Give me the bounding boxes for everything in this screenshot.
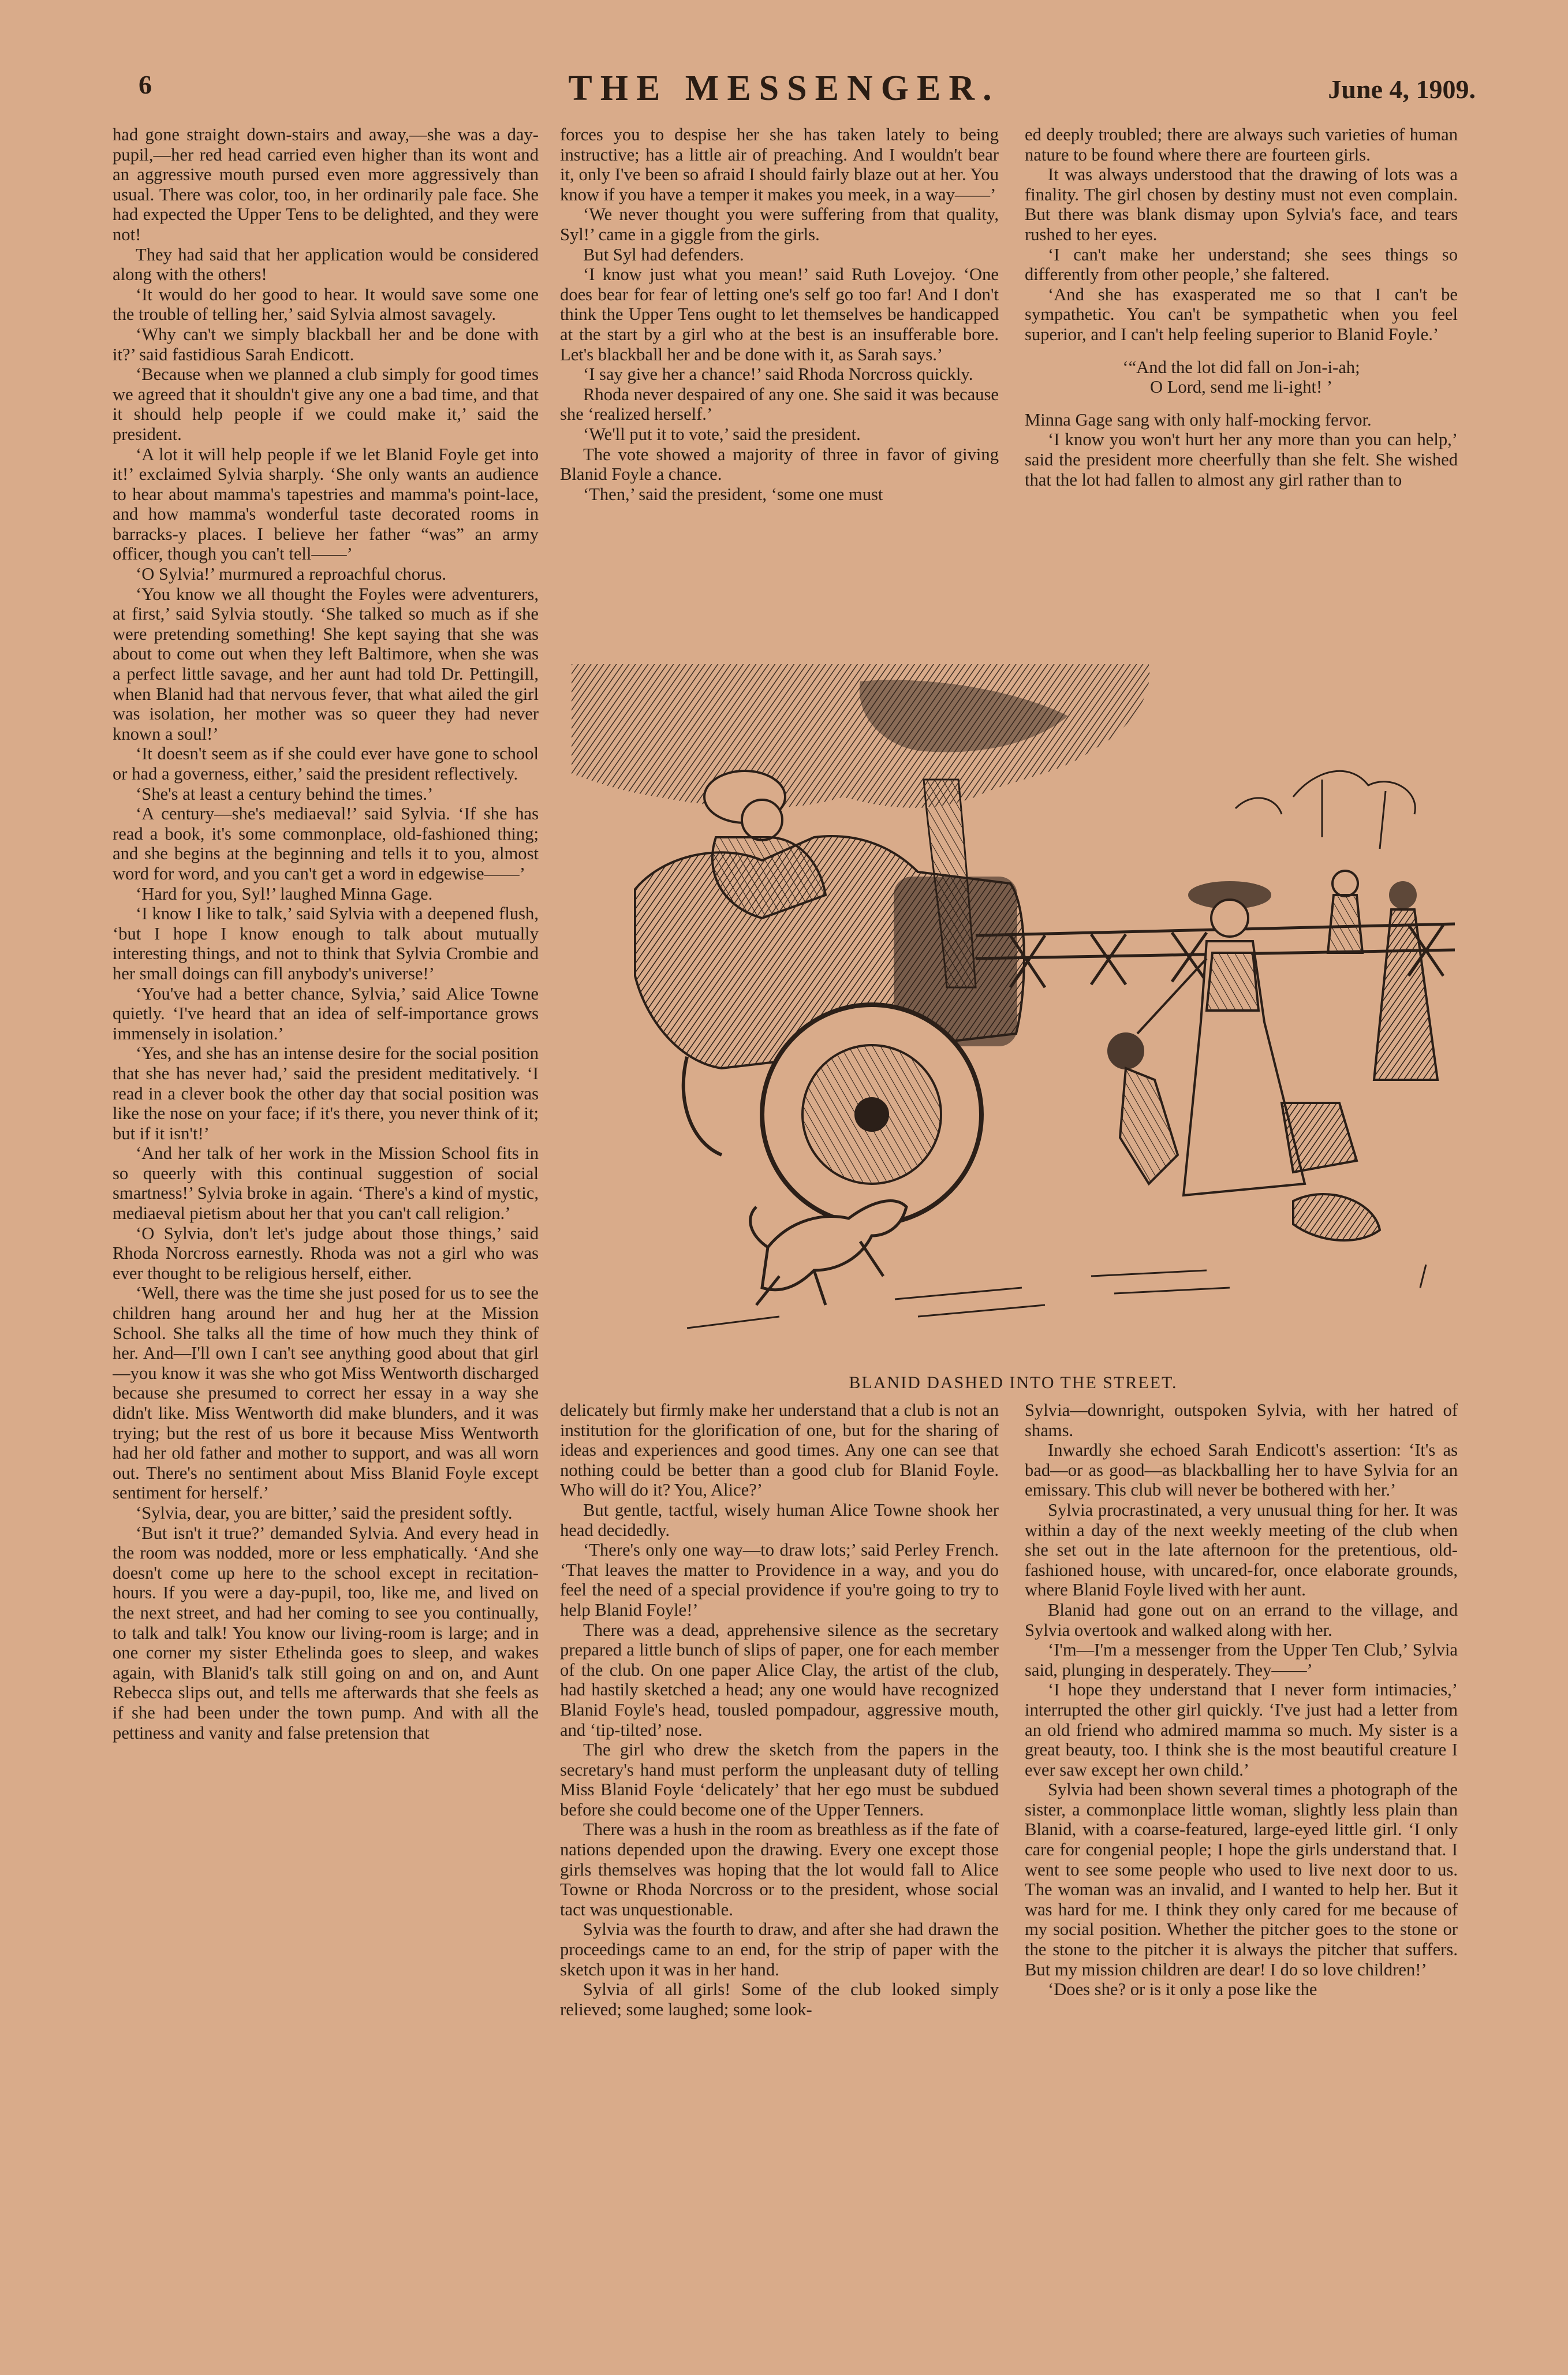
issue-date: June 4, 1909. xyxy=(1328,74,1476,104)
paragraph: ‘I'm—I'm a messenger from the Upper Ten Club,’ Sylvia said, plunging in desperately. They——’ xyxy=(1025,1640,1458,1680)
paragraph: ‘I hope they understand that I never form intimacies,’ interrupted the other girl quickly. ‘I've just had a letter from an old friend who admired mamma so much. My sister is a great beauty, too. I think she is the most beautiful creature I ever saw except her own child.’ xyxy=(1025,1680,1458,1780)
verse-line: ‘“And the lot did fall on Jon-i-ah; xyxy=(1122,357,1360,377)
paragraph: The girl who drew the sketch from the papers in the secretary's hand must perform the unpleasant duty of telling Miss Blanid Foyle ‘delicately’ that her ego must be subdued before she could become one of the Upper Tenners. xyxy=(560,1740,999,1820)
paragraph: Sylvia—downright, outspoken Sylvia, with her hatred of shams. xyxy=(1025,1400,1458,1440)
story-illustration xyxy=(572,664,1455,1369)
column-1 xyxy=(113,125,539,2354)
column-3 xyxy=(1025,125,1458,662)
paragraph: ‘Yes, and she has an intense desire for the social position that she has never had,’ said the president meditatively. ‘I read in a clever book the other day that social position was like the nose on your face; if it's there, you never think of it; but if it isn't!’ xyxy=(113,1043,539,1143)
paragraph: ‘A lot it will help people if we let Blanid Foyle get into it!’ exclaimed Sylvia sharply. ‘She only wants an audience to hear about mamma's tapestries and mamma's point-lace, and how mamma's wonderful taste decorated rooms in barracks-y places. I believe her father “was” an army officer, though you can't tell——’ xyxy=(113,444,539,564)
paragraph: had gone straight down-stairs and away,—she was a day-pupil,—her red head carried even higher than its wont and an aggressive mouth pursed even more aggressively than usual. There was color, too, in her ordinarily pale face. She had expected the Upper Tens to be delighted, and they were not! xyxy=(113,125,539,244)
column-2 xyxy=(560,125,999,662)
paragraph: Minna Gage sang with only half-mocking fervor. xyxy=(1025,409,1372,430)
paragraph: ‘And her talk of her work in the Mission School fits in so queerly with this continual suggestion of social smartness!’ Sylvia broke in again. ‘There's a kind of mystic, mediaeval pietism about her that you can't call religion.’ xyxy=(113,1143,539,1224)
column-4 xyxy=(560,1400,999,2353)
verse-line: O Lord, send me li-ight! ’ xyxy=(1149,377,1333,397)
background-figures xyxy=(1328,871,1438,1080)
paragraph: forces you to despise her she has taken lately to being instructive; has a little air of preaching. And I wouldn't bear it, only I've been so afraid I should fairly blaze out at her. You know if you have a temper it makes you meek, in a way——’ xyxy=(560,125,999,204)
paragraph: ‘Does she? or is it only a pose like the xyxy=(1048,1979,1317,2000)
paragraph: ‘Then,’ said the president, ‘some one must xyxy=(583,484,883,504)
paragraph: ‘I know you won't hurt her any more than you can help,’ said the president more cheerfully than she felt. She wished that the lot had fallen to almost any girl rather than to xyxy=(1025,430,1458,490)
paragraph: ‘O Sylvia, don't let's judge about those things,’ said Rhoda Norcross earnestly. Rhoda was not a girl who was ever thought to be religious herself, either. xyxy=(113,1223,539,1283)
paragraph: Sylvia of all girls! Some of the club looked simply relieved; some laughed; some look- xyxy=(560,1979,999,2019)
illustration-caption: BLANID DASHED INTO THE STREET. xyxy=(849,1373,1178,1392)
verse-quote xyxy=(1025,357,1458,397)
paragraph: ‘I can't make her understand; she sees things so differently from other people,’ she faltered. xyxy=(1025,244,1458,285)
paragraph: ‘It would do her good to hear. It would save some one the trouble of telling her,’ said Sylvia almost savagely. xyxy=(113,284,539,325)
paragraph: ‘Why can't we simply blackball her and be done with it?’ said fastidious Sarah Endicott. xyxy=(113,324,539,364)
page-number: 6 xyxy=(139,70,152,99)
paragraph: But gentle, tactful, wisely human Alice Towne shook her head decidedly. xyxy=(560,1500,999,1540)
paragraph: ‘I know I like to talk,’ said Sylvia with a deepened flush, ‘but I hope I know enough to talk about mutually interesting things, and not to think that Sylvia Crombie and her small doings can fill anybody's universe!’ xyxy=(113,904,539,983)
dog xyxy=(751,1201,906,1305)
newspaper-title: THE MESSENGER. xyxy=(568,69,1000,108)
automobile xyxy=(635,836,1024,1224)
paragraph: Sylvia procrastinated, a very unusual thing for her. It was within a day of the next weekly meeting of the club when she set out in the late afternoon for the pretentious, old-fashioned house, with uncared-for, once elaborate grounds, where Blanid Foyle lived with her aunt. xyxy=(1025,1500,1458,1600)
paragraph: ‘O Sylvia!’ murmured a reproachful chorus. xyxy=(136,564,447,584)
paragraph: There was a hush in the room as breathless as if the fate of nations depended upon the drawing. Every one except those girls themselves was hoping that the lot would fall to Alice Towne or Rhoda Norcross or to the president, whose social tact was unquestionable. xyxy=(560,1820,999,1919)
paragraph: ‘It doesn't seem as if she could ever have gone to school or had a governess, either,’ said the president reflectively. xyxy=(113,744,539,784)
paragraph: ‘You've had a better chance, Sylvia,’ said Alice Towne quietly. ‘I've heard that an idea of self-importance grows immensely in isolation.’ xyxy=(113,983,539,1043)
paragraph: ‘But isn't it true?’ demanded Sylvia. And every head in the room was nodded, more or less emphatically. ‘And she doesn't come up here to the school except in recitation-hours. If you were a day-pupil, too, like me, and lived on the next street, and had her coming to see you continually, to talk and talk! You know our living-room is large; and in one corner my sister Ethelinda goes to sleep, and wakes again, with Blanid's talk still going on and on, and Aunt Rebecca slips out, and tells me afterwards that she feels as if she had been under the town pump. And with all the pettiness and vanity and false pretension that xyxy=(113,1523,539,1743)
paragraph: Sylvia was the fourth to draw, and after she had drawn the proceedings came to an end, for the strip of paper with the sketch upon it was in her hand. xyxy=(560,1919,999,1979)
paragraph: ‘Well, there was the time she just posed for us to see the children hang around her and hug her at the Mission School. She talks all the time of how much they think of her. And—I'll own I can't see anything good about that girl—you know it was she who got Miss Wentworth discharged because she presumed to correct her essay in a way she didn't like. Miss Wentworth did make blunders, and it was trying; but the rest of us bore it because Miss Wentworth had her old father and mother to support, and was all worn out. There's no sentiment about Miss Blanid Foyle except sentiment for herself.’ xyxy=(113,1283,539,1503)
paragraph: ‘I say give her a chance!’ said Rhoda Norcross quickly. xyxy=(583,364,973,385)
illustration-drawing xyxy=(572,664,1455,1369)
paragraph: ‘I know just what you mean!’ said Ruth Lovejoy. ‘One does bear for fear of letting one's self go too far! And I don't think the Upper Tens ought to let themselves be handicapped at the start by a girl who at the best is an insufferable bore. Let's blackball her and be done with it, as Sarah says.’ xyxy=(560,264,999,364)
paragraph: ‘And she has exasperated me so that I can't be sympathetic. You can't be sympathetic when you feel superior, and I can't help feeling superior to Blanid Foyle.’ xyxy=(1025,284,1458,344)
paragraph: There was a dead, apprehensive silence as the secretary prepared a little bunch of slips of paper, one for each member of the club. On one paper Alice Clay, the artist of the club, had hastily sketched a head; any one would have recognized Blanid Foyle's head, tousled pompadour, aggressive mouth, and ‘tip-tilted’ nose. xyxy=(560,1620,999,1740)
paragraph: ‘We'll put it to vote,’ said the president. xyxy=(583,424,861,444)
paragraph: delicately but firmly make her understand that a club is not an institution for the glorification of one, but for the sharing of ideas and experiences and good times. Any one can see that nothing could be better than a good club for Blanid Foyle. Who will do it? You, Alice?’ xyxy=(560,1400,999,1500)
paragraph: They had said that her application would be considered along with the others! xyxy=(113,244,539,285)
paragraph: ‘A century—she's mediaeval!’ said Sylvia. ‘If she has read a book, it's some commonplace, old-fashioned thing; and she begins at the beginning and tells it to you, almost word for word, and you can't get a word in edgewise——’ xyxy=(113,804,539,883)
paragraph: The vote showed a majority of three in favor of giving Blanid Foyle a chance. xyxy=(560,444,999,484)
paragraph: ‘Because when we planned a club simply for good times we agreed that it shouldn't give any one a bad time, and that it should help people if we could make it,’ said the president. xyxy=(113,364,539,444)
column-5 xyxy=(1025,1400,1458,2353)
distant-trees xyxy=(1235,771,1415,849)
paragraph: ‘Sylvia, dear, you are bitter,’ said the president softly. xyxy=(136,1502,513,1523)
paragraph: ‘You know we all thought the Foyles were adventurers, at first,’ said Sylvia stoutly. ‘She talked so much as if she were pretending something! She kept saying that she was about to come out when they left Baltimore, when she was a perfect little savage, and her aunt had told Dr. Pettingill, when Blanid had that nervous fever, that what ailed the girl was isolation, her mother was so queer they had never known a soul!’ xyxy=(113,584,539,744)
paragraph: Inwardly she echoed Sarah Endicott's assertion: ‘It's as bad—or as good—as blackballing her to have Sylvia for an emissary. This club will never be bothered with her.’ xyxy=(1025,1440,1458,1500)
paragraph: ‘Hard for you, Syl!’ laughed Minna Gage. xyxy=(136,883,433,904)
paragraph: Rhoda never despaired of any one. She said it was because she ‘realized herself.’ xyxy=(560,384,999,424)
paragraph: Sylvia had been shown several times a photograph of the sister, a commonplace little woman, slightly less plain than Blanid, with a coarse-featured, large-eyed little girl. ‘I only care for congenial people; I hope the girls understand that. I went to see some people who used to live next door to us. The woman was an invalid, and I wanted to help her. But it was hard for me. I think they only cared for me because of my social position. Whether the pitcher goes to the stone or the stone to the pitcher it is always the pitcher that suffers. But my mission children are dear! I do so love children!’ xyxy=(1025,1780,1458,1979)
paragraph: ed deeply troubled; there are always such varieties of human nature to be found where there are fourteen girls. xyxy=(1025,125,1458,165)
paragraph: ‘There's only one way—to draw lots;’ said Perley French. ‘That leaves the matter to Providence in a way, and you do feel the need of a special providence if you're going to try to help Blanid Foyle!’ xyxy=(560,1540,999,1620)
paragraph: ‘We never thought you were suffering from that quality, Syl!’ came in a giggle from the girls. xyxy=(560,204,999,244)
masthead xyxy=(0,0,1568,121)
paragraph: But Syl had defenders. xyxy=(583,244,744,264)
paragraph: Blanid had gone out on an errand to the village, and Sylvia overtook and walked along with her. xyxy=(1025,1600,1458,1640)
paragraph: ‘She's at least a century behind the times.’ xyxy=(136,784,434,804)
paragraph: It was always understood that the drawing of lots was a finality. The girl chosen by destiny must not even complain. But there was blank dismay upon Sylvia's face, and tears rushed to her eyes. xyxy=(1025,165,1458,244)
